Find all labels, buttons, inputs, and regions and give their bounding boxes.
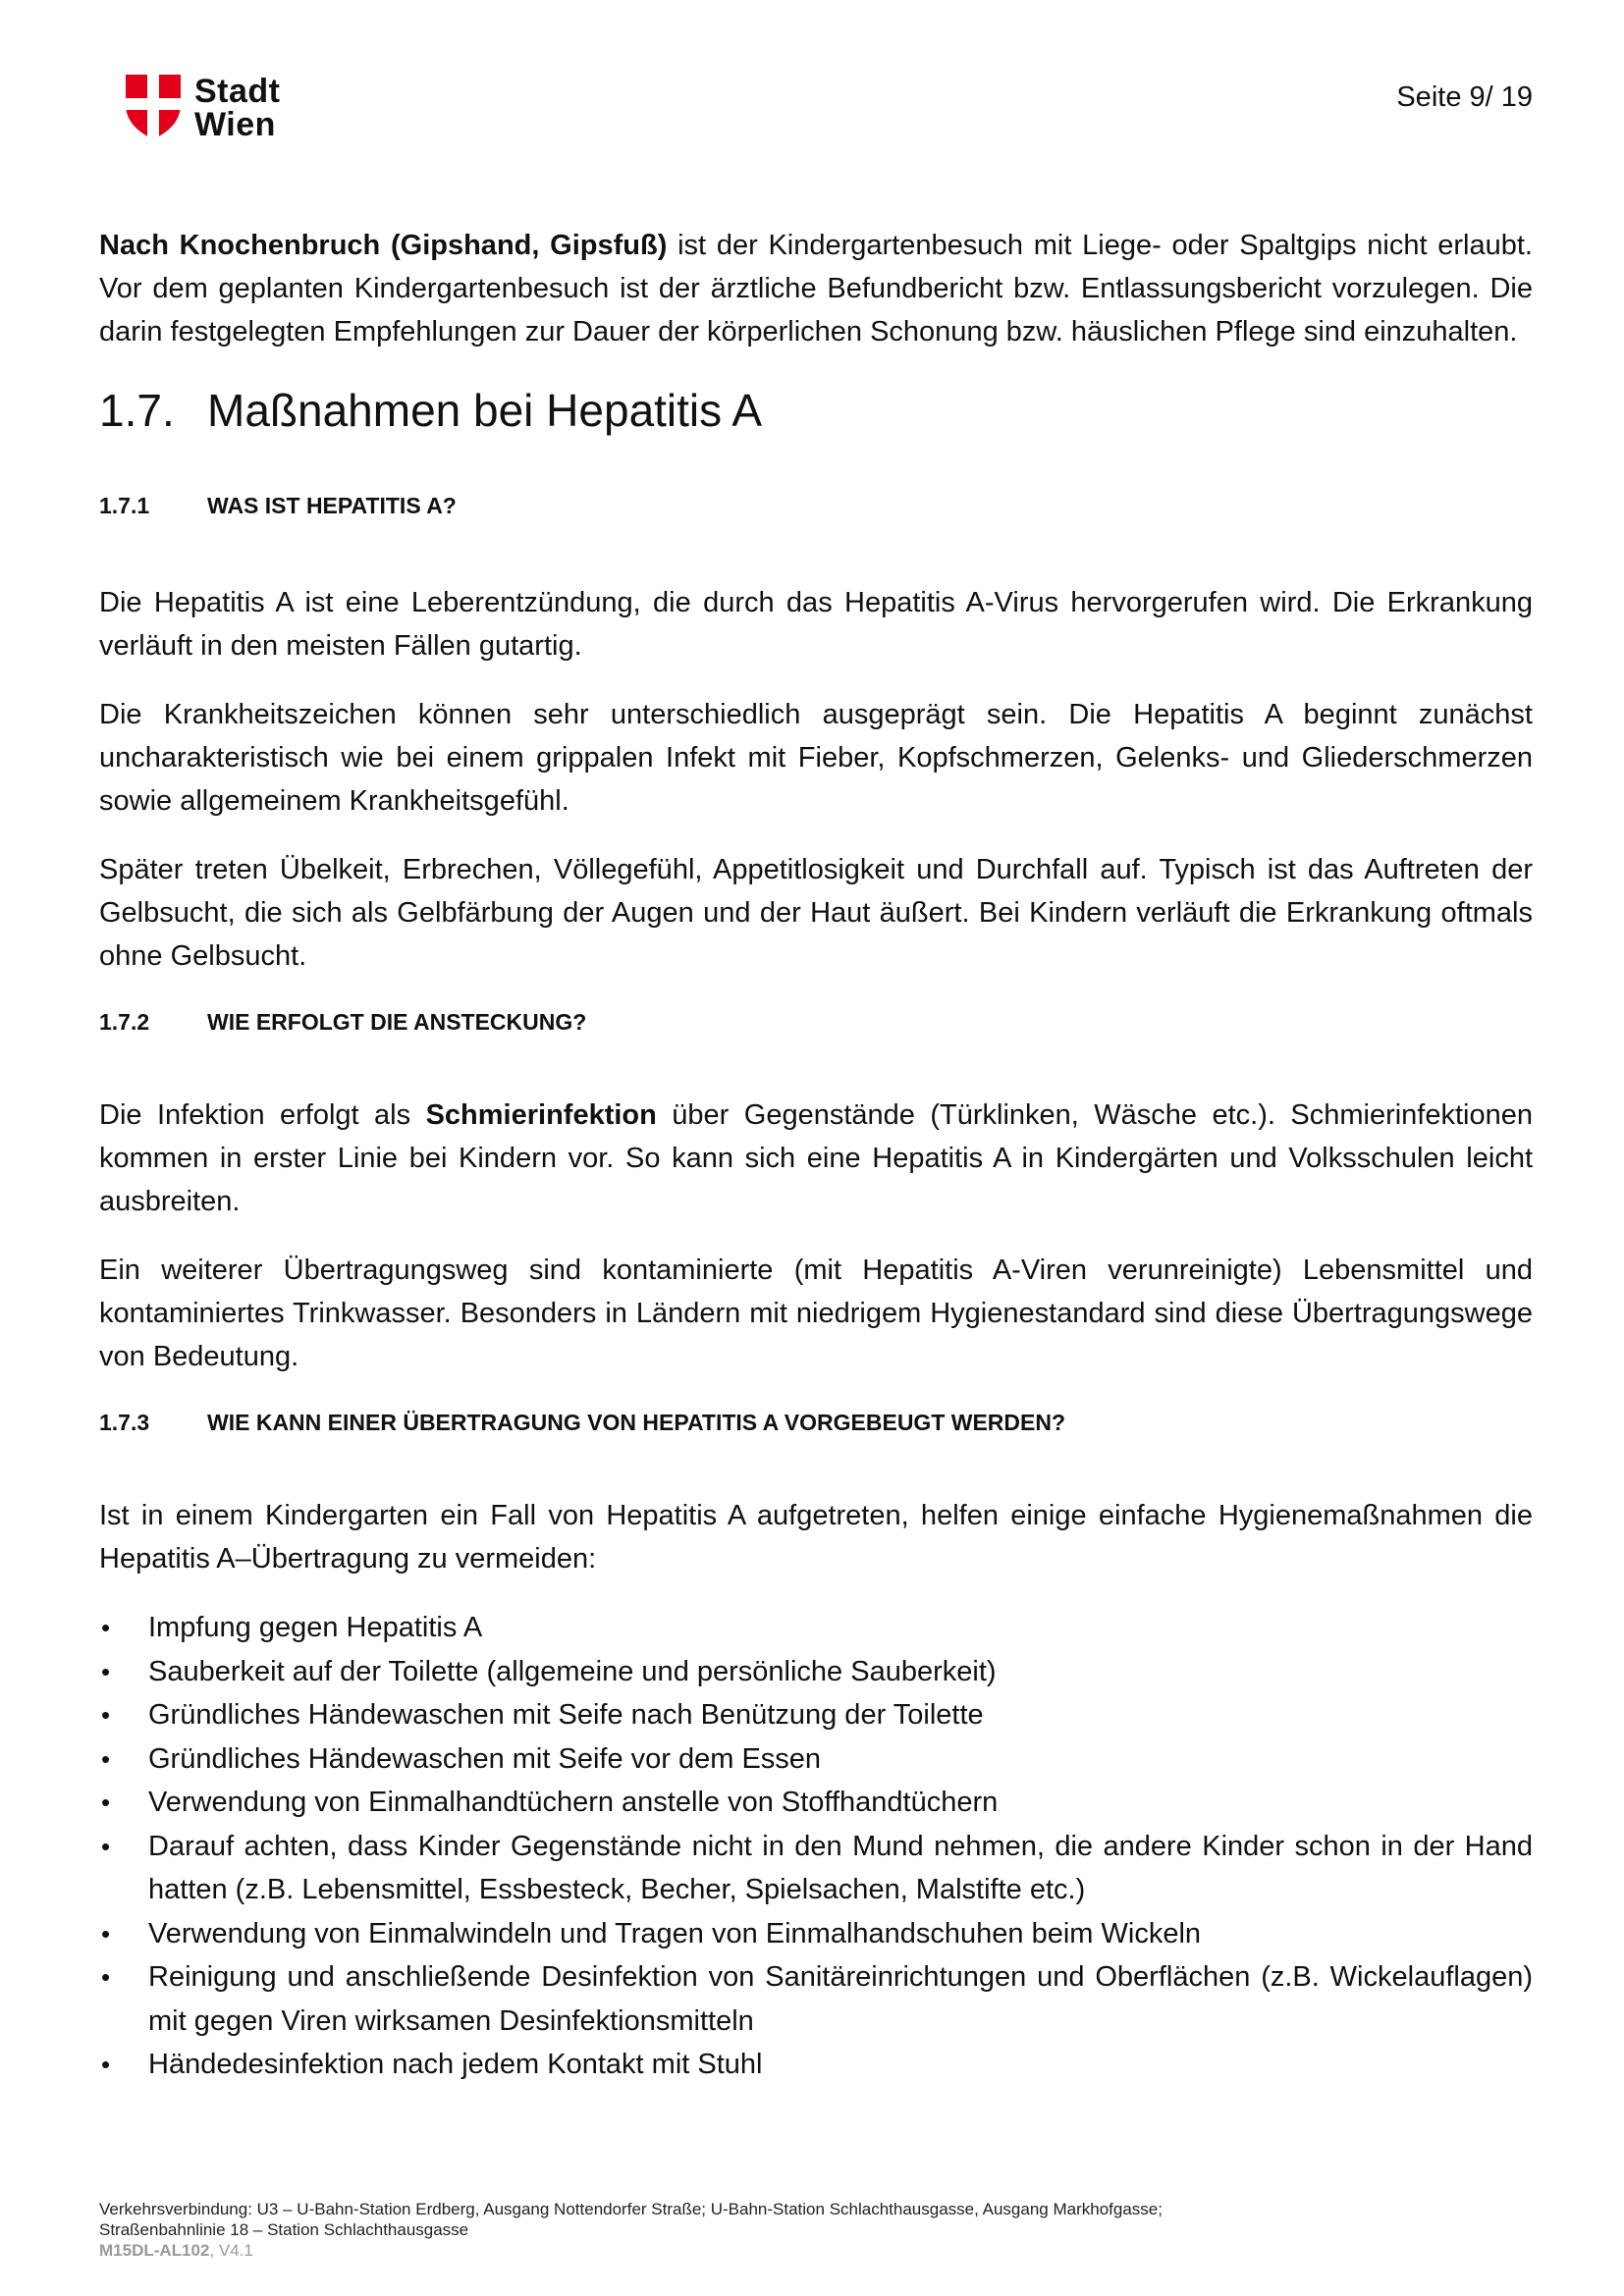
subsection-title: WIE KANN EINER ÜBERTRAGUNG VON HEPATITIS A VORGEBEUGT WERDEN?	[207, 1410, 1066, 1435]
footer-document-code	[99, 2240, 1163, 2261]
hygiene-measures-list	[99, 1606, 1533, 2087]
list-item	[99, 1737, 1533, 1782]
paragraph: Die Krankheitszeichen können sehr unterschiedlich ausgeprägt sein. Die Hepatitis A beginnt zunächst uncharakteristisch wie bei einem grippalen Infekt mit Fieber, Kopfschmerzen, Gelenks- und Gliederschmerzen sowie allgemeinem Krankheitsgefühl.	[99, 699, 1533, 817]
subsection-heading-2	[99, 1007, 1533, 1037]
bullet-icon: •	[101, 1831, 111, 1861]
list-item-text: Verwendung von Einmalhandtüchern anstelle von Stoffhandtüchern	[148, 1787, 999, 1818]
bullet-icon: •	[101, 1656, 111, 1686]
list-item	[99, 1693, 1533, 1737]
section-number: 1.7.	[99, 385, 175, 436]
bullet-icon: •	[101, 1743, 111, 1774]
list-item-text: Reinigung und anschließende Desinfektion von Sanitäreinrichtungen und Oberflächen (z.B. Wickelauflagen) mit gegen Viren wirksamen Desinfektionsmitteln	[148, 1961, 1533, 2037]
bullet-icon: •	[101, 1613, 111, 1642]
bullet-icon: •	[101, 1918, 111, 1949]
subsection-heading-1	[99, 491, 1533, 520]
intro-text: ist der Kindergartenbesuch mit Liege- oder Spaltgips nicht erlaubt. Vor dem geplanten Kindergartenbesuch ist der ärztliche Befundbericht bzw. Entlassungsbericht vorzulegen. Die darin festgelegten Empfehlungen zur Dauer der körperlichen Schonung bzw. häuslichen Pflege sind einzuhalten.	[99, 230, 1533, 347]
main-content	[99, 224, 1533, 2087]
footer-transport-line-1: Verkehrsverbindung: U3 – U-Bahn-Station Erdberg, Ausgang Nottendorfer Straße; U-Bahn-Station Schlachthausgasse, Ausgang Markhofgasse;	[99, 2200, 1163, 2218]
paragraph-text: Die Infektion erfolgt als	[99, 1099, 426, 1131]
list-item-text: Darauf achten, dass Kinder Gegenstände nicht in den Mund nehmen, die andere Kinder schon in der Hand hatten (z.B. Lebensmittel, Essbesteck, Becher, Spielsachen, Malstifte etc.)	[148, 1830, 1533, 1905]
paragraph	[99, 1094, 1533, 1223]
paragraph: Ist in einem Kindergarten ein Fall von Hepatitis A aufgetreten, helfen einige einfache Hygienemaßnahmen die Hepatitis A–Übertragung zu vermeiden:	[99, 1500, 1533, 1575]
section-title: Maßnahmen bei Hepatitis A	[207, 385, 763, 436]
document-code: M15DL-AL102	[99, 2241, 210, 2260]
list-item	[99, 1781, 1533, 1825]
bullet-icon: •	[101, 2050, 111, 2079]
subsection-title: WIE ERFOLGT DIE ANSTECKUNG?	[207, 1009, 587, 1035]
paragraph: Später treten Übelkeit, Erbrechen, Völlegefühl, Appetitlosigkeit und Durchfall auf. Typisch ist das Auftreten der Gelbsucht, die sich als Gelbfärbung der Augen und der Haut äußert. Bei Kindern verläuft die Erkrankung oftmals ohne Gelbsucht.	[99, 854, 1533, 972]
bullet-icon: •	[101, 1962, 111, 1992]
page-number: Seite 9/ 19	[1396, 81, 1533, 113]
subsection-number: 1.7.1	[99, 493, 150, 518]
intro-bold: Nach Knochenbruch (Gipshand, Gipsfuß)	[99, 230, 668, 261]
list-item	[99, 1912, 1533, 1956]
subsection-heading-3	[99, 1408, 1533, 1437]
bullet-icon: •	[101, 1700, 111, 1730]
footer-transport-line-2: Straßenbahnlinie 18 – Station Schlachthausgasse	[99, 2220, 469, 2239]
list-item	[99, 1606, 1533, 1650]
subsection-number: 1.7.3	[99, 1410, 150, 1435]
document-version: , V4.1	[209, 2241, 253, 2260]
paragraph-text: über Gegenstände (Türklinken, Wäsche etc.). Schmierinfektionen kommen in erster Linie bei Kindern vor. So kann sich eine Hepatitis A in Kindergärten und Volksschulen leicht ausbreiten.	[99, 1099, 1534, 1217]
list-item-text: Händedesinfektion nach jedem Kontakt mit Stuhl	[148, 2049, 763, 2080]
paragraph: Ein weiterer Übertragungsweg sind kontaminierte (mit Hepatitis A-Viren verunreinigte) Lebensmittel und kontaminiertes Trinkwasser. Besonders in Ländern mit niedrigem Hygienestandard sind diese Übertragungswege von Bedeutung.	[99, 1255, 1533, 1372]
list-item	[99, 2043, 1533, 2087]
list-item	[99, 1955, 1533, 2043]
list-item-text: Gründliches Händewaschen mit Seife vor dem Essen	[148, 1742, 822, 1775]
section-heading	[99, 381, 1533, 440]
paragraph: Die Hepatitis A ist eine Leberentzündung, die durch das Hepatitis A-Virus hervorgerufen wird. Die Erkrankung verläuft in den meisten Fällen gutartig.	[99, 587, 1533, 662]
stadt-wien-shield-icon	[126, 75, 181, 139]
page-footer	[99, 2199, 1163, 2261]
subsection-title: WAS IST HEPATITIS A?	[207, 493, 457, 518]
intro-paragraph	[99, 224, 1533, 353]
logo-line-1: Stadt	[194, 73, 281, 110]
logo-line-2: Wien	[194, 106, 276, 143]
list-item-text: Verwendung von Einmalwindeln und Tragen von Einmalhandschuhen beim Wickeln	[148, 1917, 1202, 1949]
stadt-wien-logo	[126, 75, 281, 141]
list-item-text: Impfung gegen Hepatitis A	[148, 1612, 483, 1643]
list-item-text: Sauberkeit auf der Toilette (allgemeine und persönliche Sauberkeit)	[148, 1655, 997, 1687]
list-item	[99, 1650, 1533, 1694]
subsection-number: 1.7.2	[99, 1009, 150, 1035]
bullet-icon: •	[101, 1788, 111, 1817]
list-item	[99, 1825, 1533, 1912]
paragraph-bold: Schmierinfektion	[425, 1099, 657, 1131]
list-item-text: Gründliches Händewaschen mit Seife nach Benützung der Toilette	[148, 1699, 984, 1731]
